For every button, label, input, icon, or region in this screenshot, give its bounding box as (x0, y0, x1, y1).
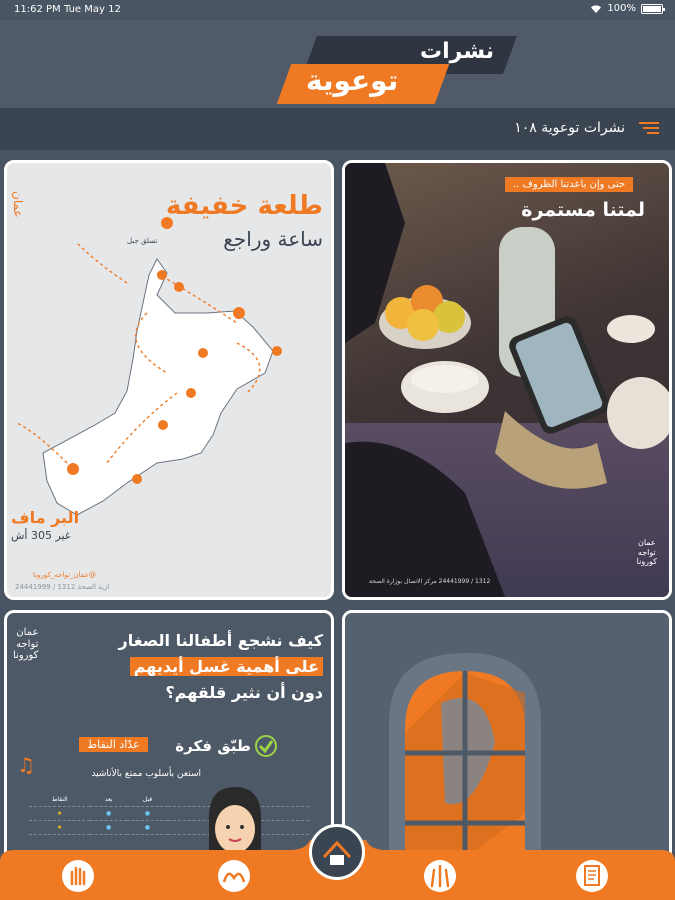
card3-idea: طبّق فكرة (175, 737, 251, 755)
card2-title: لمتنا مستمرة (521, 199, 645, 221)
bulletin-card-window[interactable] (342, 610, 672, 870)
card3-line3: دون أن نثير قلقهم؟ (165, 683, 323, 702)
card3-brand: عمان تواجه كورونا (13, 627, 39, 661)
points-table (29, 793, 309, 835)
bulletin-card-family[interactable] (342, 160, 672, 600)
card1-side-text: عمان (11, 191, 25, 218)
status-time: 11:62 PM (14, 4, 61, 15)
card1-bottom-subtitle: غير 305 أش (11, 529, 71, 542)
logo-line1: نشرات (420, 39, 494, 64)
card2-brand: عمان تواجه كورونا (636, 538, 657, 567)
nav-hand[interactable] (56, 858, 100, 894)
music-note-icon: ♫ (17, 753, 35, 777)
card1-place-label: تسلق جبل (127, 237, 158, 245)
family-illustration (345, 163, 669, 597)
nav-raised-hands[interactable] (418, 858, 462, 894)
window-illustration (345, 613, 669, 867)
section-bar (0, 108, 675, 150)
wifi-icon (590, 4, 602, 14)
card2-footer: 1312 / 24441999 مركز الاتصال بوزارة الصحة (369, 578, 491, 585)
card1-social: @عمان_تواجه_كورونا (33, 571, 96, 579)
nav-hands[interactable] (212, 858, 256, 894)
table-row: ★ ● ● (29, 807, 309, 821)
raised-hands-icon (418, 858, 462, 894)
hands-icon (212, 858, 256, 894)
nav-home[interactable] (309, 824, 365, 880)
logo-line2: توعوية (306, 64, 399, 97)
hand-icon (56, 858, 100, 894)
bulletin-card-map[interactable] (4, 160, 334, 600)
section-title: نشرات توعوية ١٠٨ (514, 120, 625, 136)
col-points: النقاط (29, 793, 90, 807)
battery-percent: 100% (607, 3, 636, 14)
bulletin-card-handwashing[interactable] (4, 610, 334, 870)
battery-icon (641, 4, 663, 14)
card3-text: استعن بأسلوب ممتع بالأناشيد (91, 769, 201, 779)
app-header (0, 20, 675, 108)
card3-line1: كيف نشجع أطفالنا الصغار (118, 631, 323, 650)
status-bar (0, 0, 675, 20)
card3-badge: عدّاد النقاط (79, 737, 148, 752)
card1-title: طلعة خفيفة (165, 191, 323, 221)
status-right (590, 3, 663, 14)
status-date: Tue May 12 (64, 4, 121, 15)
col-after: بعد (90, 793, 127, 807)
card3-line2: على أهمية غسل أيديهم (130, 657, 323, 676)
card1-footer: ازية الصحة 1312 / 24441999 (15, 583, 110, 591)
col-before: قبل (127, 793, 168, 807)
menu-list-icon[interactable] (639, 122, 659, 136)
table-row: ★ ● ● (29, 821, 309, 835)
card2-tagline: حتى وإن باعدتنا الظروف .. (505, 177, 633, 192)
document-icon (570, 858, 614, 894)
card1-subtitle: ساعة وراجع (223, 227, 323, 251)
card1-bottom-title: البر ماف (11, 508, 80, 527)
home-logo-icon (312, 827, 362, 877)
nav-document[interactable] (570, 858, 614, 894)
check-icon (255, 735, 277, 757)
app-logo (262, 30, 522, 102)
